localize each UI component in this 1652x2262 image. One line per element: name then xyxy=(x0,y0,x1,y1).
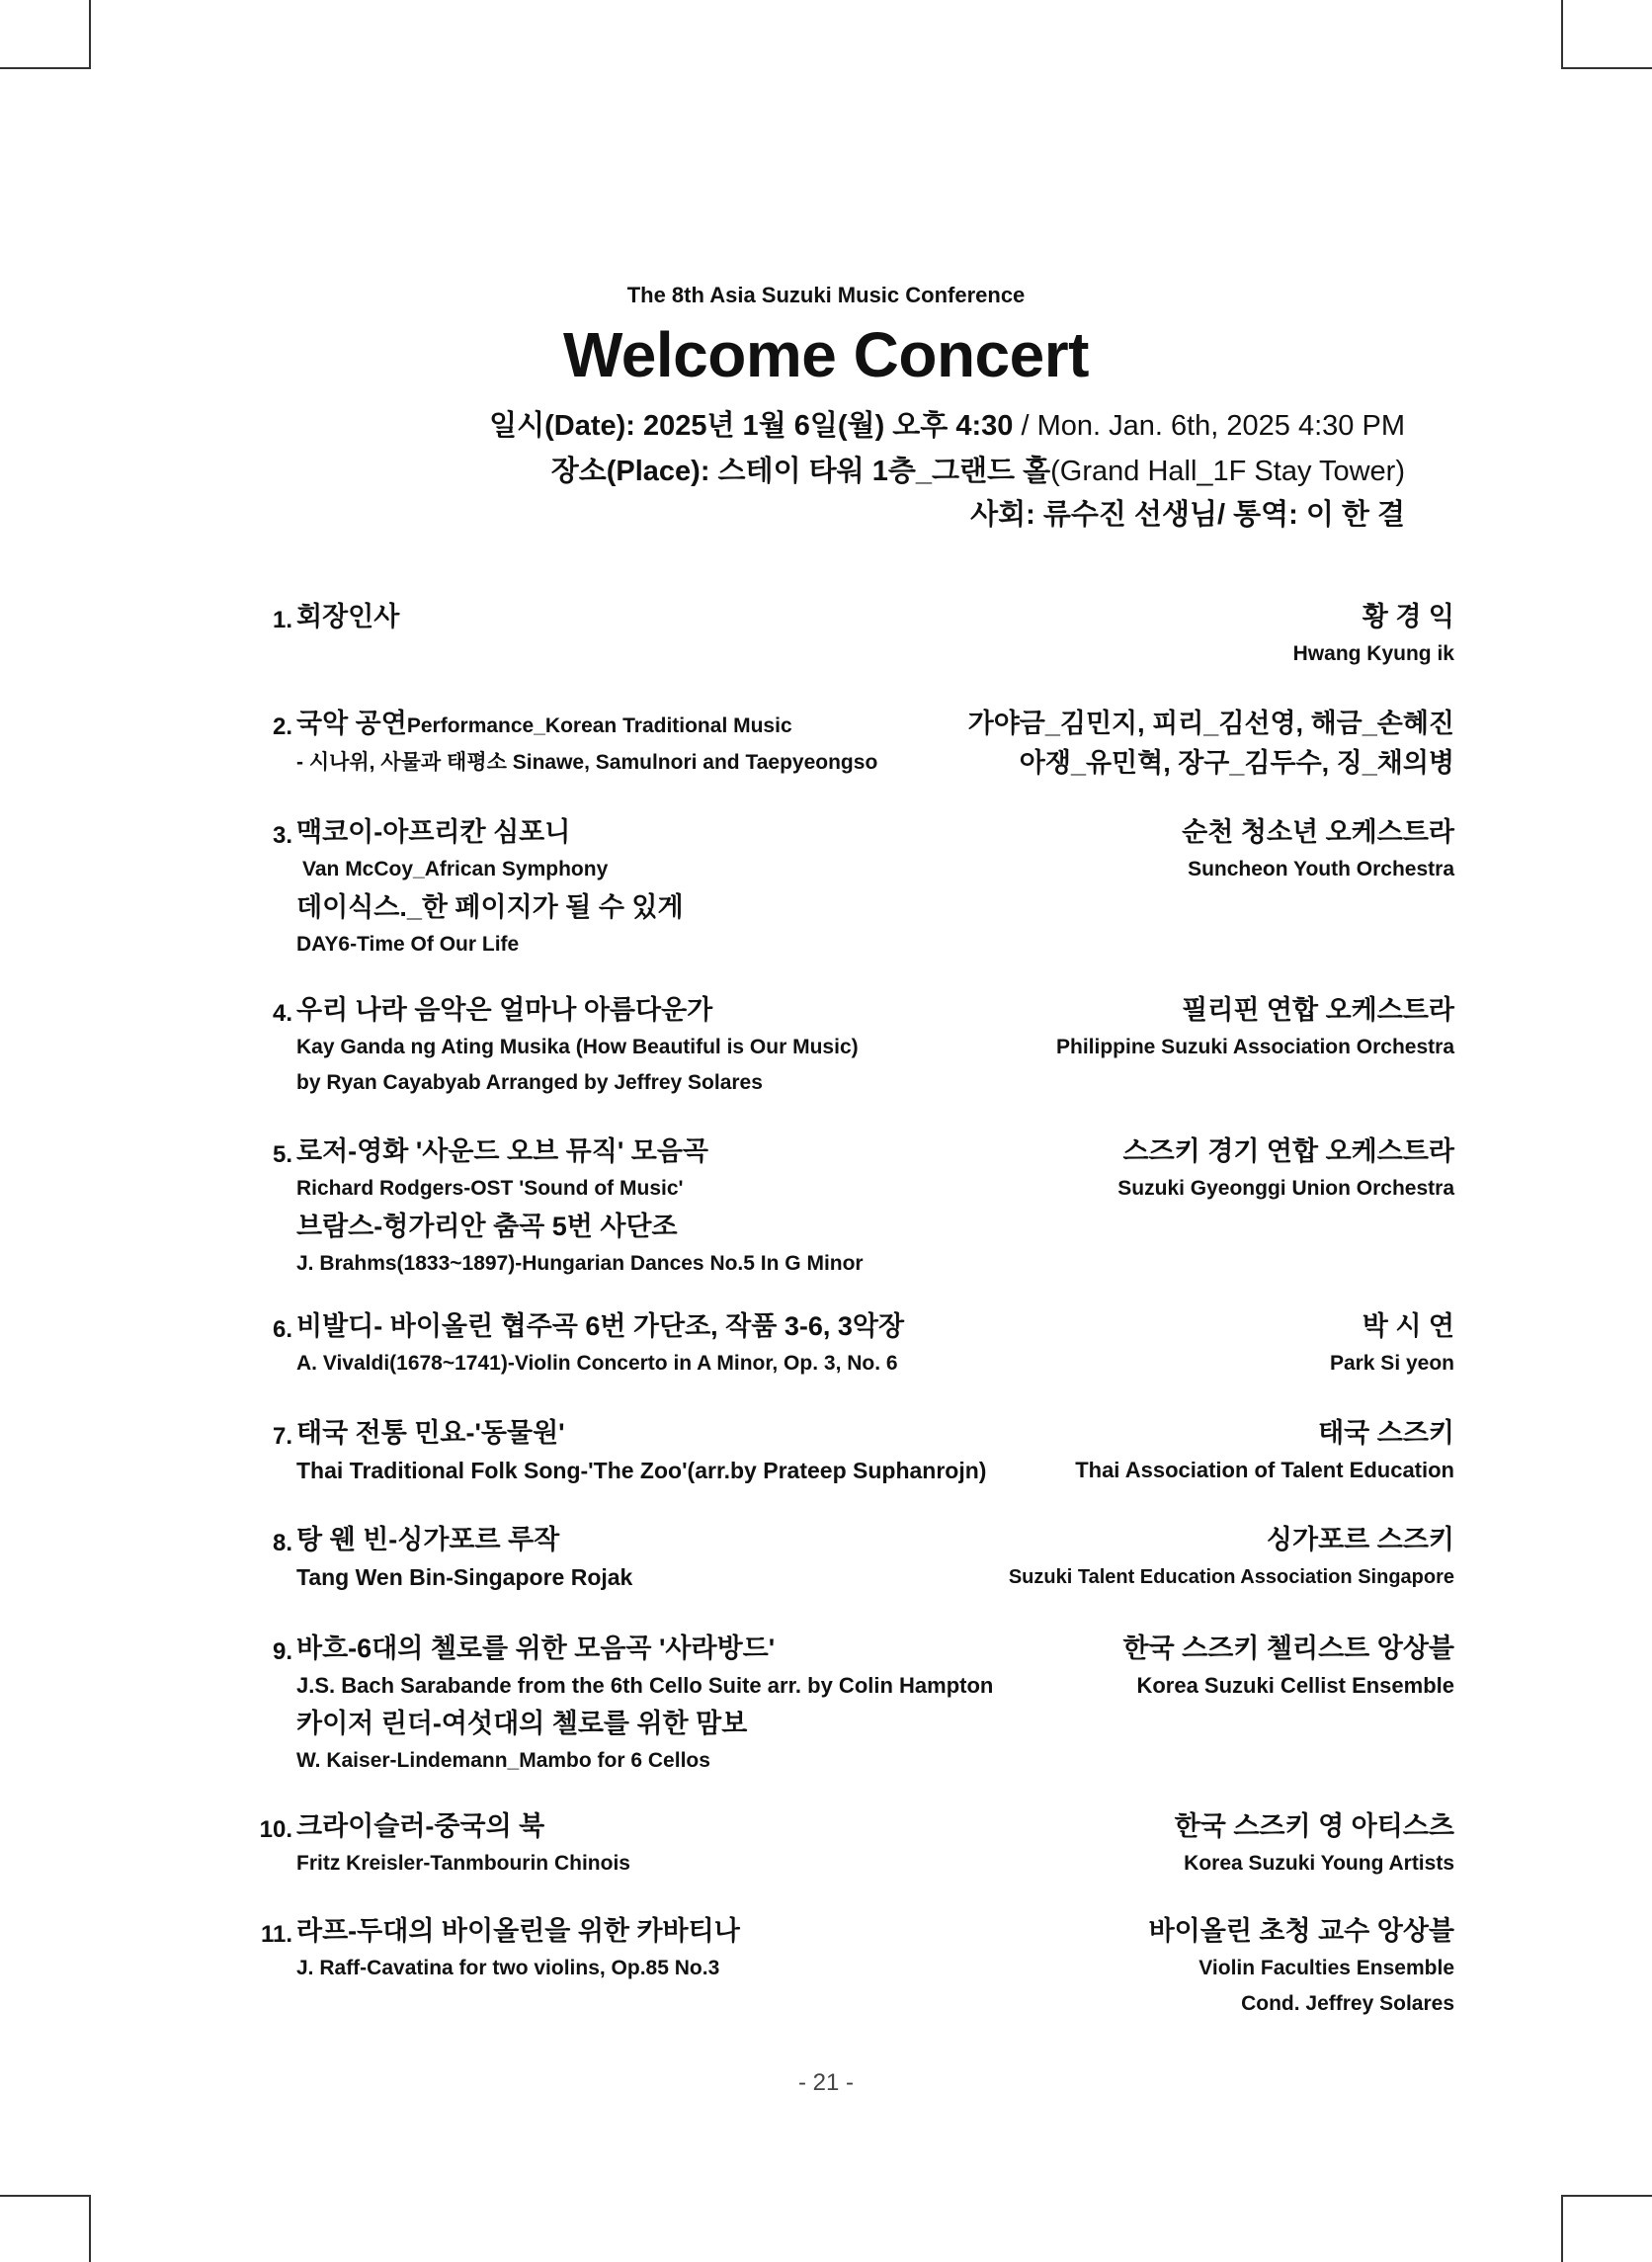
performer-en: Suncheon Youth Orchestra xyxy=(1188,858,1454,880)
program-item xyxy=(247,1131,1454,1282)
item-title-ko: 크라이슬러-중국의 북 xyxy=(296,1811,545,1841)
date-label: 일시(Date): 2025년 1월 6일(월) 오후 4:30 xyxy=(489,410,1014,442)
program-item xyxy=(247,1806,1454,1882)
program-item xyxy=(247,1911,1454,2022)
item-title-en: J.S. Bach Sarabande from the 6th Cello Suite arr. by Colin Hampton xyxy=(296,1673,994,1698)
item-number: 4. xyxy=(272,1000,292,1027)
performer-en-2: Cond. Jeffrey Solares xyxy=(1241,1992,1454,2015)
program-item xyxy=(247,704,1454,783)
place-line xyxy=(551,449,1405,489)
item-title-en: Kay Ganda ng Ating Musika (How Beautiful is Our Music) xyxy=(296,1036,859,1058)
item-title-en: J. Raff-Cavatina for two violins, Op.85 No.3 xyxy=(296,1957,720,1979)
item-title-ko: 우리 나라 음악은 얼마나 아름다운가 xyxy=(296,995,713,1025)
performer-en: Hwang Kyung ik xyxy=(1292,642,1454,665)
program-item xyxy=(247,597,1454,672)
performer-en: Suzuki Gyeonggi Union Orchestra xyxy=(1117,1177,1454,1200)
performer-ko: 한국 스즈키 영 아티스츠 xyxy=(1174,1811,1454,1841)
item-title-en-2: W. Kaiser-Lindemann_Mambo for 6 Cellos xyxy=(296,1749,710,1772)
item-title-ko-2: 데이식스._한 페이지가 될 수 있게 xyxy=(296,892,684,922)
item-title-ko: 탕 웬 빈-싱가포르 루작 xyxy=(296,1525,560,1554)
item-number: 11. xyxy=(260,1921,292,1948)
item-title-ko: 라프-두대의 바이올린을 위한 카바티나 xyxy=(296,1916,740,1946)
performer-en: Thai Association of Talent Education xyxy=(1075,1458,1454,1482)
item-title-en-2: DAY6-Time Of Our Life xyxy=(296,933,520,956)
item-title-en-2: J. Brahms(1833~1897)-Hungarian Dances No.5 In G Minor xyxy=(296,1252,864,1275)
item-title-en: Tang Wen Bin-Singapore Rojak xyxy=(296,1564,633,1590)
item-subtitle-en: Sinawe, Samulnori and Taepyeongso xyxy=(512,751,878,774)
performer-ko: 바이올린 초청 교수 앙상블 xyxy=(1148,1916,1454,1946)
item-title-ko-2: 브람스-헝가리안 춤곡 5번 사단조 xyxy=(296,1212,678,1241)
item-number: 9. xyxy=(272,1638,292,1665)
item-title-ko: 비발디- 바이올린 협주곡 6번 가단조, 작품 3-6, 3악장 xyxy=(296,1311,905,1341)
crop-mark xyxy=(1561,67,1652,69)
performer-en: Philippine Suzuki Association Orchestra xyxy=(1056,1036,1454,1058)
crop-mark xyxy=(1561,2195,1563,2262)
host-line: 사회: 류수진 선생님/ 통역: 이 한 결 xyxy=(970,499,1405,531)
performer-en: Korea Suzuki Young Artists xyxy=(1184,1852,1454,1875)
item-title-ko: 로저-영화 '사운드 오브 뮤직' 모음곡 xyxy=(296,1136,708,1166)
program-item xyxy=(247,990,1454,1101)
performer-en: Suzuki Talent Education Association Singapore xyxy=(1008,1566,1454,1588)
crop-mark xyxy=(0,67,91,69)
performer-ko: 스즈키 경기 연합 오케스트라 xyxy=(1122,1136,1454,1166)
item-title-ko: 바흐-6대의 첼로를 위한 모음곡 '사라방드' xyxy=(296,1634,776,1663)
item-number: 8. xyxy=(272,1530,292,1556)
item-subtitle-ko: - 시나위, 사물과 태평소 xyxy=(296,751,513,774)
item-title-en: Fritz Kreisler-Tanmbourin Chinois xyxy=(296,1852,630,1875)
performer-ko: 순천 청소년 오케스트라 xyxy=(1182,817,1454,847)
item-title-en: A. Vivaldi(1678~1741)-Violin Concerto in A Minor, Op. 3, No. 6 xyxy=(296,1352,898,1375)
performer-en: Korea Suzuki Cellist Ensemble xyxy=(1136,1673,1454,1698)
item-title-ko: 태국 전통 민요-'동물원' xyxy=(296,1418,565,1448)
item-title-en-2: by Ryan Cayabyab Arranged by Jeffrey Solares xyxy=(296,1071,763,1094)
crop-mark xyxy=(89,2195,91,2262)
performer-ko: 황 경 익 xyxy=(1362,602,1454,631)
place-english: (Grand Hall_1F Stay Tower) xyxy=(1050,456,1405,487)
performer-ko: 싱가포르 스즈키 xyxy=(1266,1525,1454,1554)
performer-ko: 태국 스즈키 xyxy=(1318,1418,1454,1448)
item-title-ko: 맥코이-아프리칸 심포니 xyxy=(296,817,571,847)
page-title: Welcome Concert xyxy=(563,319,1089,390)
crop-mark xyxy=(1561,0,1563,69)
item-title-ko: 회장인사 xyxy=(296,602,400,631)
performer-ko: 필리핀 연합 오케스트라 xyxy=(1182,995,1454,1025)
item-number: 7. xyxy=(272,1423,292,1450)
page-number: - 21 - xyxy=(797,2069,854,2096)
item-title-en: Thai Traditional Folk Song-'The Zoo'(arr.by Prateep Suphanrojn) xyxy=(296,1458,987,1483)
item-title-en: Van McCoy_African Symphony xyxy=(302,858,609,880)
item-title-en: Performance_Korean Traditional Music xyxy=(406,714,792,737)
program-item xyxy=(247,1629,1454,1779)
item-title-ko-2: 카이저 린더-여섯대의 첼로를 위한 맘보 xyxy=(296,1709,748,1738)
item-number: 2. xyxy=(272,713,292,740)
performer-ko-2: 아쟁_유민혁, 장구_김두수, 징_채의병 xyxy=(1019,748,1454,778)
item-number: 3. xyxy=(272,822,292,849)
item-title-ko: 국악 공연 xyxy=(296,709,407,738)
performer-ko: 박 시 연 xyxy=(1362,1311,1454,1341)
item-number: 10. xyxy=(259,1816,292,1843)
item-title-en: Richard Rodgers-OST 'Sound of Music' xyxy=(296,1177,684,1200)
crop-mark xyxy=(89,0,91,69)
item-number: 6. xyxy=(272,1316,292,1343)
place-label: 장소(Place): 스테이 타워 1층_그랜드 홀 xyxy=(550,456,1051,487)
conference-subtitle: The 8th Asia Suzuki Music Conference xyxy=(626,283,1026,307)
performer-en: Park Si yeon xyxy=(1329,1352,1454,1375)
item-number: 5. xyxy=(272,1141,292,1168)
program-item xyxy=(247,1306,1454,1382)
program-item xyxy=(247,1520,1454,1595)
item-number: 1. xyxy=(272,607,292,633)
date-english: / Mon. Jan. 6th, 2025 4:30 PM xyxy=(1013,410,1405,442)
performer-en: Violin Faculties Ensemble xyxy=(1198,1957,1454,1979)
crop-mark xyxy=(1561,2195,1652,2197)
performer-ko: 가야금_김민지, 피리_김선영, 해금_손혜진 xyxy=(967,709,1454,738)
crop-mark xyxy=(0,2195,91,2197)
program-item xyxy=(247,1413,1454,1488)
performer-ko: 한국 스즈키 첼리스트 앙상블 xyxy=(1122,1634,1454,1663)
date-line xyxy=(489,403,1405,444)
program-item xyxy=(247,812,1454,963)
